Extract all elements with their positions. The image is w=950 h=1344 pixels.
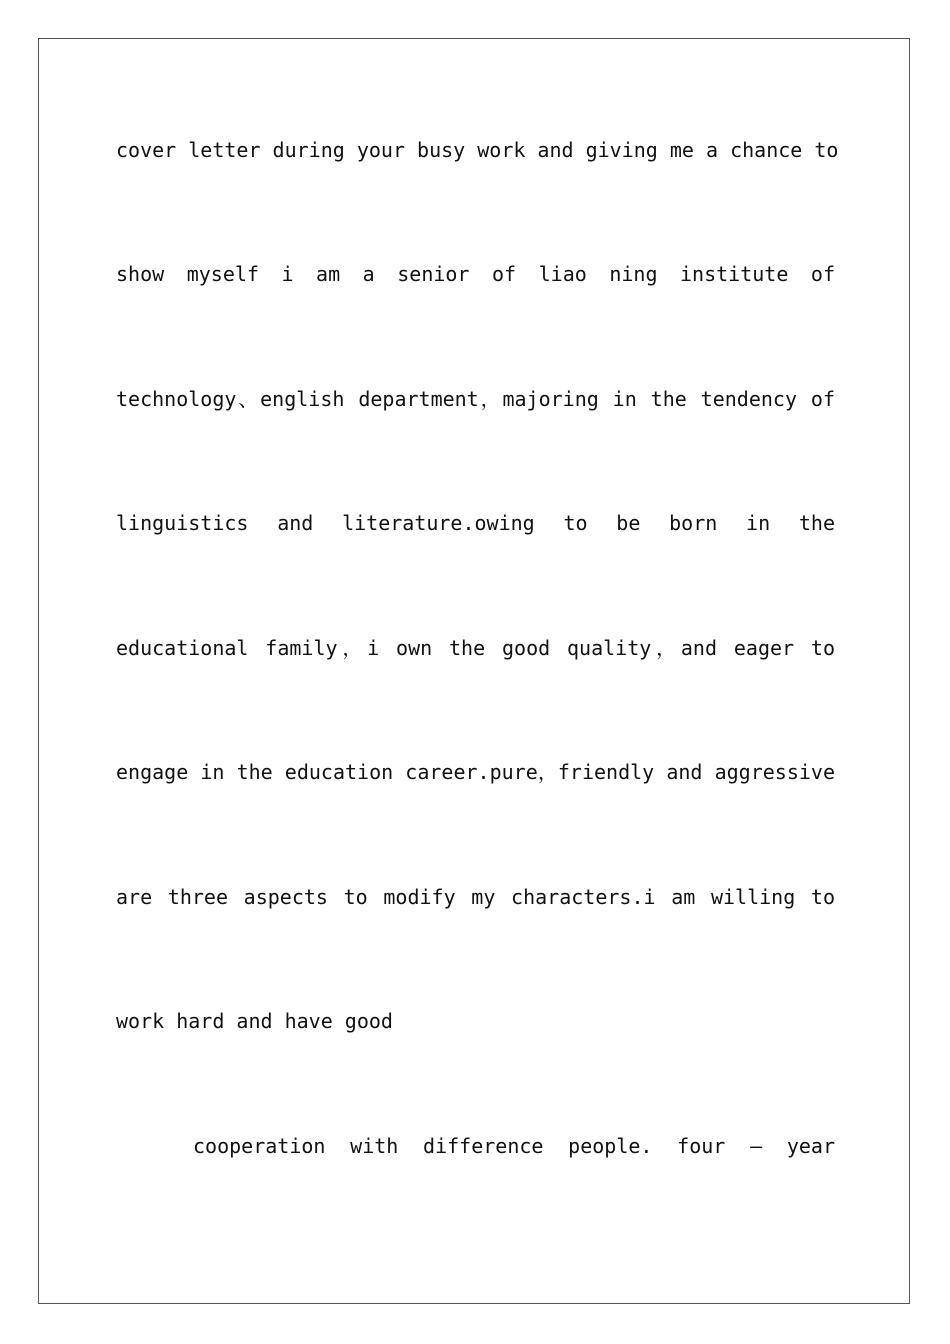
body-text-line-6: engage in the education career.pure，friendly and aggressive [116,760,835,784]
body-text-line-7: are three aspects to modify my characters.i am willing to [116,885,835,909]
body-text-line-3: technology、english department，majoring in the tendency of [116,387,835,411]
body-text-line-5: educational family，i own the good quality，and eager to [116,636,835,660]
body-text-line-8: work hard and have good [116,1009,393,1033]
page-border [38,38,910,1304]
body-text-line-9: cooperation with difference people. four — year [193,1134,835,1158]
body-text-line-2: show myself i am a senior of liao ning institute of [116,262,835,286]
body-text-line-4: linguistics and literature.owing to be born in the [116,511,835,535]
body-text-line-1: cover letter during your busy work and giving me a chance to [116,138,839,162]
